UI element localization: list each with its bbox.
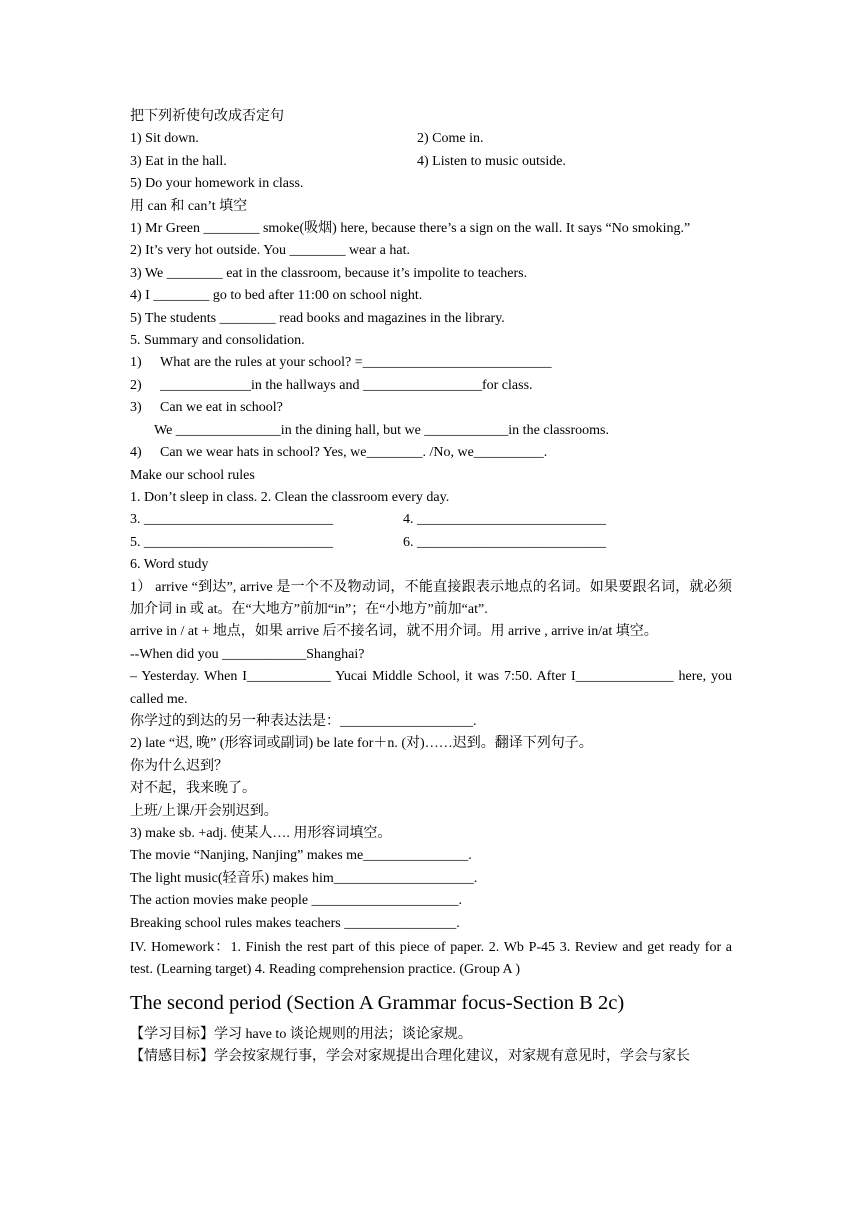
rule-blank: 4. ___________________________ bbox=[403, 512, 606, 528]
rule-blank: 6. ___________________________ bbox=[403, 534, 606, 550]
exercise-item: 1) Mr Green ________ smoke(吸烟) here, because there’s a sign on the wall. It says “No smoking.” bbox=[130, 221, 691, 237]
exercise-item: 2) It’s very hot outside. You ________ wear a hat. bbox=[130, 243, 410, 259]
paragraph: 3) make sb. +adj. 使某人…. 用形容词填空。 bbox=[130, 826, 392, 841]
exercise-item: 4) Listen to music outside. bbox=[417, 153, 566, 169]
item-number: 3) bbox=[130, 400, 142, 416]
exercise-item bbox=[130, 352, 732, 374]
rule-item: 1. Don’t sleep in class. 2. Clean the classroom every day. bbox=[130, 489, 450, 505]
learning-goal: 【学习目标】学习 have to 谈论规则的用法；谈论家规。 bbox=[130, 1026, 472, 1042]
exercise-item: We _______________in the dining hall, but we ____________in the classrooms. bbox=[154, 422, 609, 438]
item-number: 2) bbox=[130, 377, 142, 393]
exercise-item bbox=[130, 442, 732, 464]
exercise-item: 5) The students ________ read books and magazines in the library. bbox=[130, 310, 505, 326]
exercise-item: 2) Come in. bbox=[417, 131, 484, 147]
exercise-item bbox=[130, 375, 732, 397]
section-title: 把下列祈使句改成否定句 bbox=[130, 109, 284, 124]
rule-blank: 3. ___________________________ bbox=[130, 512, 333, 528]
item-text: Can we eat in school? bbox=[160, 400, 283, 416]
item-text: What are the rules at your school? =___________________________ bbox=[160, 355, 552, 371]
exercise-item: – Yesterday. When I____________ Yucai Middle School, it was 7:50. After I______________ here, you called me. bbox=[130, 669, 732, 707]
exercise-item: 5) Do your homework in class. bbox=[130, 176, 304, 192]
exercise-item: 3) Eat in the hall. bbox=[130, 153, 227, 169]
section-title: 用 can 和 can’t 填空 bbox=[130, 198, 248, 214]
item-number: 4) bbox=[130, 445, 142, 461]
exercise-item: 3) We ________ eat in the classroom, because it’s impolite to teachers. bbox=[130, 265, 528, 281]
paragraph: arrive in / at + 地点，如果 arrive 后不接名词，就不用介词。用 arrive , arrive in/at 填空。 bbox=[130, 624, 658, 640]
emotional-goal: 【情感目标】学会按家规行事，学会对家规提出合理化建议，对家规有意见时，学会与家长 bbox=[130, 1049, 690, 1065]
rule-blank: 5. ___________________________ bbox=[130, 534, 333, 550]
exercise-item: 4) I ________ go to bed after 11:00 on school night. bbox=[130, 288, 423, 304]
item-number: 1) bbox=[130, 355, 142, 371]
exercise-item: 1) Sit down. bbox=[130, 131, 199, 147]
exercise-item: The movie “Nanjing, Nanjing” makes me_______________. bbox=[130, 848, 472, 864]
paragraph: 1） arrive “到达”, arrive 是一个不及物动词，不能直接跟表示地点的名词。如果要跟名词，就必须加介词 in 或 at。在“大地方”前加“in”；在“小地方”前加“at”. bbox=[130, 579, 732, 617]
exercise-item bbox=[130, 397, 732, 419]
exercise-item: The light music(轻音乐) makes him____________________. bbox=[130, 870, 478, 886]
exercise-item: Breaking school rules makes teachers ________________. bbox=[130, 915, 460, 931]
item-text: Can we wear hats in school? Yes, we________. /No, we__________. bbox=[160, 445, 548, 461]
section-title: 5. Summary and consolidation. bbox=[130, 333, 305, 349]
worksheet-content bbox=[130, 106, 732, 1069]
section-title: 6. Word study bbox=[130, 557, 209, 573]
exercise-item: The action movies make people _____________________. bbox=[130, 893, 463, 909]
homework-paragraph: IV. Homework：1. Finish the rest part of this piece of paper. 2. Wb P-45 3. Review and get ready for a test. (Learning target) 4. Reading comprehension practice. (Group A ) bbox=[130, 940, 732, 978]
item-text: _____________in the hallways and _________________for class. bbox=[160, 377, 533, 393]
exercise-item: --When did you ____________Shanghai? bbox=[130, 646, 365, 662]
paragraph: 2) late “迟, 晚” (形容词或副词) be late for＋n. (对)……迟到。翻译下列句子。 bbox=[130, 736, 593, 752]
section-title: Make our school rules bbox=[130, 467, 255, 483]
period-heading: The second period (Section A Grammar focus-Section B 2c) bbox=[130, 991, 625, 1014]
translation-item: 上班/上课/开会别迟到。 bbox=[130, 803, 278, 819]
exercise-item: 你学过的到达的另一种表达法是：___________________. bbox=[130, 713, 477, 729]
translation-item: 对不起，我来晚了。 bbox=[130, 781, 256, 797]
translation-item: 你为什么迟到？ bbox=[130, 758, 228, 774]
